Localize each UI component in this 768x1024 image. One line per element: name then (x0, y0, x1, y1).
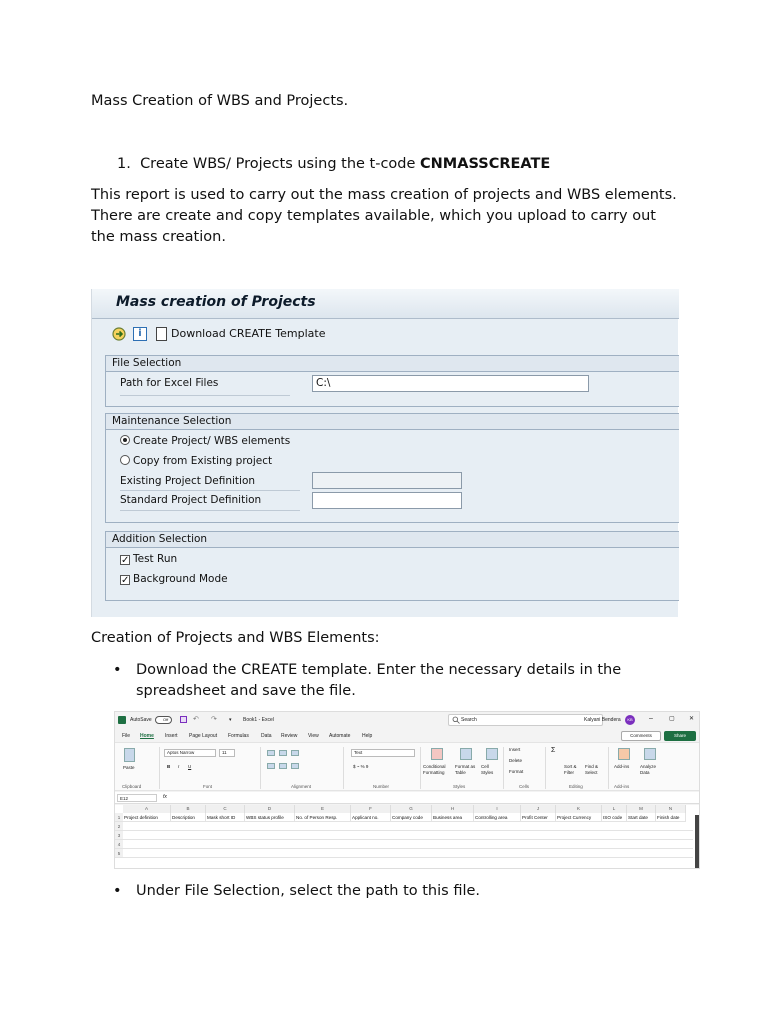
insert-cells-button[interactable]: Insert (509, 747, 521, 752)
vertical-scrollbar[interactable] (695, 815, 699, 869)
table-row[interactable] (123, 822, 693, 831)
autosave-label: AutoSave (130, 717, 152, 723)
delete-cells-button[interactable]: Delete (509, 758, 523, 763)
tab-help[interactable]: Help (362, 733, 373, 739)
align-left-icon[interactable] (267, 763, 275, 769)
spreadsheet-grid[interactable] (115, 805, 700, 869)
analyze-data-label: Analyze Data (640, 764, 657, 775)
tab-formulas[interactable]: Formulas (228, 733, 249, 739)
header-cell[interactable]: WBS status profile (245, 813, 295, 822)
addition-selection-header: Addition Selection (106, 532, 679, 548)
avatar[interactable]: KB (625, 715, 635, 725)
ribbon-divider (503, 747, 504, 789)
file-selection-header: File Selection (106, 356, 679, 372)
header-cell[interactable]: Profit Center (521, 813, 556, 822)
standard-project-input[interactable] (312, 492, 462, 509)
ribbon-tabs (115, 729, 700, 742)
maintenance-selection-group (105, 413, 679, 523)
row-header[interactable]: 5 (115, 849, 123, 858)
excel-title-bar (115, 712, 700, 729)
format-cells-button[interactable]: Format (509, 769, 524, 774)
background-mode-checkbox[interactable] (120, 573, 228, 585)
close-icon[interactable]: ✕ (689, 716, 695, 722)
column-header[interactable]: H (432, 805, 474, 813)
paste-label: Paste (123, 765, 135, 770)
group-alignment: Alignment (291, 784, 312, 789)
existing-project-input[interactable] (312, 472, 462, 489)
align-center-icon[interactable] (279, 763, 287, 769)
header-cell[interactable]: Finish date (656, 813, 686, 822)
header-cell[interactable]: No. of Person Resp. (295, 813, 351, 822)
merge-icon[interactable] (291, 763, 299, 769)
table-row[interactable] (123, 849, 693, 858)
search-box[interactable] (448, 714, 603, 726)
conditional-formatting-label: Conditional Formatting (423, 764, 446, 775)
column-header[interactable]: E (295, 805, 351, 813)
tab-review[interactable]: Review (281, 733, 298, 739)
redo-icon[interactable]: ↷ (211, 716, 217, 723)
ribbon (115, 742, 700, 791)
autosum-icon[interactable]: Σ (551, 747, 556, 754)
radio-copy-option[interactable] (120, 455, 272, 467)
document-title: Mass Creation of WBS and Projects. (91, 93, 349, 109)
row-header[interactable]: 3 (115, 831, 123, 840)
sap-title-bar (92, 289, 679, 319)
row-header[interactable]: 2 (115, 822, 123, 831)
checkmark-icon[interactable]: ✓ (121, 555, 130, 566)
table-row[interactable] (123, 840, 693, 849)
cell-styles-label: Cell Styles (481, 764, 494, 775)
ribbon-divider (260, 747, 261, 789)
formula-bar (115, 792, 700, 804)
header-cell[interactable]: Business area (432, 813, 474, 822)
undo-icon[interactable]: ↶ (193, 716, 199, 723)
fx-icon[interactable]: fx (163, 794, 167, 800)
bullet-marker: • (113, 883, 122, 899)
ribbon-divider (545, 747, 546, 789)
conditional-formatting-icon[interactable] (431, 748, 443, 760)
font-size-select[interactable]: 11 (219, 749, 235, 757)
column-header[interactable]: L (602, 805, 627, 813)
bullet-item (113, 881, 673, 903)
document-icon (156, 327, 167, 341)
search-label: Search (461, 717, 477, 723)
test-run-checkbox[interactable] (120, 553, 177, 565)
column-header[interactable]: C (206, 805, 245, 813)
group-editing: Editing (569, 784, 583, 789)
header-cell[interactable]: Mask short ID (206, 813, 245, 822)
column-header[interactable]: G (391, 805, 432, 813)
quick-access-dropdown-icon[interactable]: ▾ (229, 717, 232, 723)
column-header[interactable]: A (123, 805, 171, 813)
column-header[interactable]: N (656, 805, 686, 813)
header-cell[interactable]: Description (171, 813, 206, 822)
table-row[interactable] (123, 831, 693, 840)
path-label: Path for Excel Files (120, 377, 219, 389)
radio-empty-icon[interactable] (120, 455, 130, 465)
standard-project-label: Standard Project Definition (120, 494, 262, 506)
autosave-toggle[interactable]: Off (155, 716, 172, 724)
header-cell[interactable]: Start date (627, 813, 656, 822)
header-cell[interactable]: Controlling area (474, 813, 521, 822)
number-format-select[interactable]: Text (351, 749, 415, 757)
column-header[interactable]: M (627, 805, 656, 813)
format-table-icon[interactable] (460, 748, 472, 760)
comments-button[interactable]: Comments (621, 731, 661, 741)
excel-screenshot (114, 711, 700, 869)
download-template-button[interactable]: Download CREATE Template (171, 327, 326, 340)
header-cell[interactable]: Company code (391, 813, 432, 822)
ribbon-divider (420, 747, 421, 789)
book-title: Book1 - Excel (243, 717, 274, 723)
background-mode-label: Background Mode (133, 573, 228, 585)
sap-toolbar (92, 320, 679, 349)
tab-home[interactable]: Home (140, 733, 154, 739)
numbered-step (117, 154, 550, 175)
tab-automate[interactable]: Automate (329, 733, 351, 739)
header-cell[interactable]: Project definition (123, 813, 171, 822)
radio-selected-icon[interactable] (120, 435, 130, 445)
paste-icon[interactable] (124, 748, 135, 762)
radio-copy-label: Copy from Existing project (133, 455, 273, 467)
maximize-icon[interactable]: ▢ (669, 716, 675, 722)
user-name: Kalyani Bendera (584, 717, 621, 723)
tab-insert[interactable]: Insert (165, 733, 178, 739)
column-header[interactable]: I (474, 805, 521, 813)
italic-icon[interactable]: I (178, 764, 180, 769)
header-cell[interactable]: Project Currency (556, 813, 602, 822)
analyze-data-icon[interactable] (644, 748, 656, 760)
row-header[interactable]: 1 (115, 813, 123, 822)
file-selection-group (105, 355, 679, 407)
checkmark-icon[interactable]: ✓ (121, 575, 130, 586)
intro-paragraph: This report is used to carry out the mass creation of projects and WBS elements. There are create and copy templates available, which you upload to carry out the mass creation. (91, 187, 677, 245)
font-name-select[interactable]: Aptos Narrow (164, 749, 216, 757)
add-ins-icon[interactable] (618, 748, 630, 760)
format-table-label: Format as Table (455, 764, 476, 775)
step-text: Create WBS/ Projects using the t-code (140, 156, 421, 172)
info-icon[interactable]: i (133, 327, 147, 341)
bullet-text: Under File Selection, select the path to this file. (136, 883, 481, 899)
radio-create-label: Create Project/ WBS elements (133, 435, 291, 447)
group-add-ins: Add-ins (614, 784, 630, 789)
bullet-marker: • (113, 662, 122, 678)
existing-project-label: Existing Project Definition (120, 475, 256, 487)
cell-styles-icon[interactable] (486, 748, 498, 760)
column-header[interactable]: K (556, 805, 602, 813)
name-box[interactable]: E12 (117, 794, 157, 802)
tab-data[interactable]: Data (261, 733, 272, 739)
step-number: 1. (117, 156, 131, 172)
search-icon (452, 716, 460, 724)
ribbon-divider (159, 747, 160, 789)
existing-divider (120, 490, 300, 491)
column-header[interactable]: F (351, 805, 391, 813)
creation-heading: Creation of Projects and WBS Elements: (91, 630, 380, 646)
header-cell[interactable]: Applicant no. (351, 813, 391, 822)
group-styles: Styles (453, 784, 466, 789)
underline-icon[interactable]: U (188, 764, 192, 769)
ribbon-divider (343, 747, 344, 789)
tab-page-layout[interactable]: Page Layout (189, 733, 218, 739)
addition-selection-group (105, 531, 679, 601)
align-middle-icon[interactable] (279, 750, 287, 756)
sort-filter-label[interactable]: Sort & Filter (564, 764, 577, 775)
currency-icon[interactable]: $ ~ % 9 (353, 764, 369, 769)
standard-divider (120, 510, 300, 511)
radio-create-option[interactable] (120, 435, 290, 447)
execute-icon[interactable] (111, 326, 127, 342)
find-select-label[interactable]: Find & Select (585, 764, 599, 775)
sap-screenshot (91, 289, 678, 617)
ribbon-divider (608, 747, 609, 789)
header-cell[interactable]: ISO code (602, 813, 627, 822)
group-clipboard: Clipboard (122, 784, 142, 789)
step-tcode: CNMASSCREATE (420, 156, 551, 172)
group-font: Font (203, 784, 213, 789)
add-ins-label: Add-ins (614, 764, 630, 769)
maintenance-selection-header: Maintenance Selection (106, 414, 679, 430)
align-top-icon[interactable] (267, 750, 275, 756)
wrap-text-icon[interactable] (291, 750, 299, 756)
sap-title: Mass creation of Projects (116, 294, 316, 310)
column-header[interactable]: B (171, 805, 206, 813)
bold-icon[interactable]: B (167, 764, 171, 769)
save-icon[interactable] (180, 716, 187, 723)
path-input[interactable]: C:\ (312, 375, 589, 392)
path-divider (120, 395, 290, 396)
column-header[interactable]: D (245, 805, 295, 813)
row-header[interactable]: 4 (115, 840, 123, 849)
excel-logo-icon (118, 716, 126, 724)
minimize-icon[interactable]: – (649, 715, 653, 722)
tab-view[interactable]: View (308, 733, 319, 739)
test-run-label: Test Run (133, 553, 178, 565)
bullet-text: Download the CREATE template. Enter the necessary details in the spreadsheet and save the file. (136, 662, 622, 699)
group-cells: Cells (519, 784, 530, 789)
column-header[interactable]: J (521, 805, 556, 813)
group-number: Number (373, 784, 390, 789)
tab-file[interactable]: File (122, 733, 131, 739)
share-button[interactable]: Share (664, 731, 696, 741)
bullet-item (113, 660, 673, 704)
